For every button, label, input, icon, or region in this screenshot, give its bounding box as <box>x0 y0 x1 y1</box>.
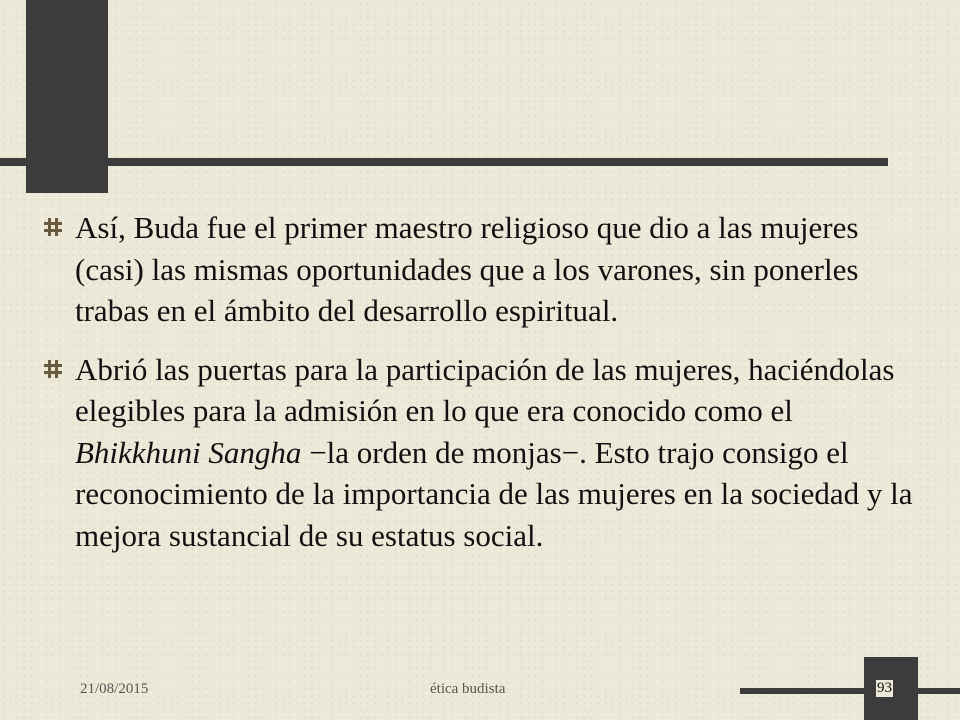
footer-date: 21/08/2015 <box>80 681 149 697</box>
bullet-item <box>44 349 924 557</box>
footer-rule <box>740 688 960 694</box>
decorative-horizontal-rule <box>0 158 888 166</box>
bullet-text-1a: Así, Buda fue el primer maestro religioso que dio a las mujeres (casi) las mismas oportunidades que a los varones, sin ponerles trabas en el ámbito del desarrollo espiritual. <box>75 210 859 328</box>
hash-bullet-icon <box>44 218 62 236</box>
bullet-item <box>44 207 924 332</box>
page-number: 93 <box>877 680 892 696</box>
hash-bullet-icon <box>44 360 62 378</box>
bullet-text-2c: −la orden de monjas−. Esto trajo consigo el reconocimiento de la importancia de las mujeres en la sociedad y la mejora sustancial de su estatus social. <box>75 434 913 553</box>
bullet-text-2-italic: Bhikkhuni Sangha <box>75 434 302 470</box>
slide-body <box>44 207 924 573</box>
bullet-text-2a: Abrió las puertas para la participación de las mujeres, haciéndolas elegibles para la admisión en lo que era conocido como el <box>75 351 895 428</box>
footer-title: ética budista <box>430 681 506 697</box>
